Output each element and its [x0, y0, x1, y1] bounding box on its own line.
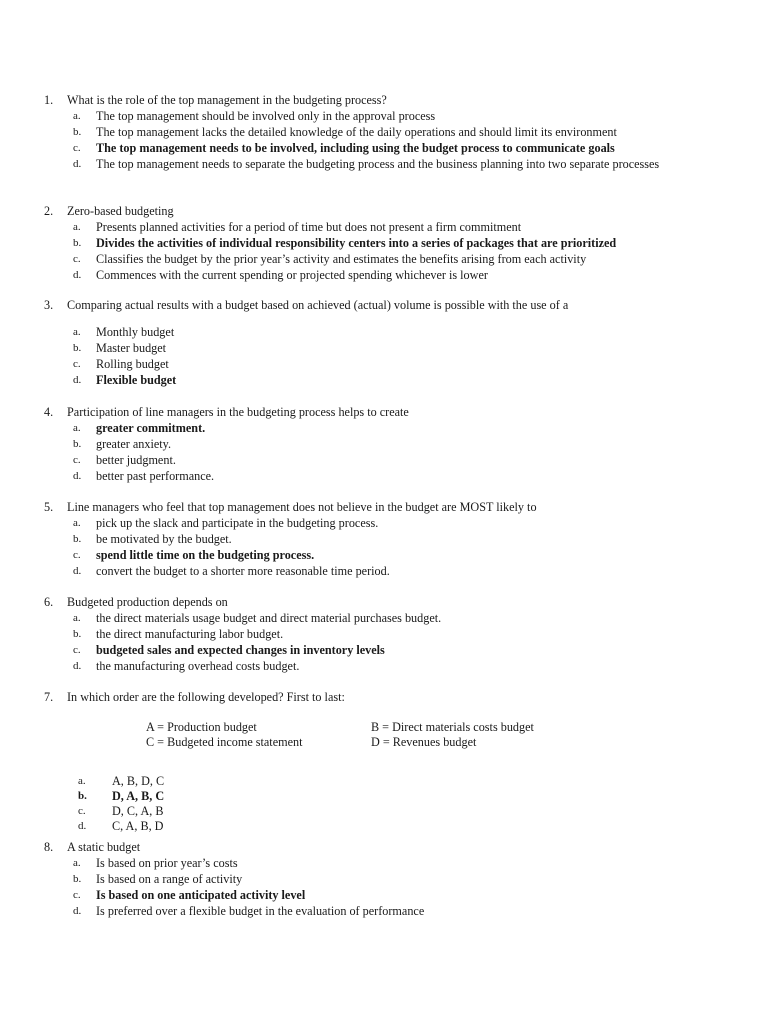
option-d: d. Is preferred over a flexible budget in the evaluation of performance [73, 904, 425, 918]
option-text: Commences with the current spending or projected spending whichever is lower [96, 268, 488, 282]
option-b: b. greater anxiety. [73, 437, 171, 451]
question-6 [44, 594, 724, 674]
option-a: a. pick up the slack and participate in the budgeting process. [73, 516, 379, 530]
option-text: greater anxiety. [96, 437, 171, 451]
question-stem [44, 499, 724, 515]
option-d: d. the manufacturing overhead costs budget. [73, 659, 300, 673]
option-c-correct: c. The top management needs to be involved, including using the budget process to communicate goals [73, 141, 615, 155]
option-text: The top management needs to be involved, including using the budget process to communicate goals [96, 141, 615, 155]
option-text: Classifies the budget by the prior year’s activity and estimates the benefits arising from each activity [96, 252, 587, 266]
option-a: a. the direct materials usage budget and direct material purchases budget. [73, 611, 442, 625]
option-d: d. better past performance. [73, 469, 215, 483]
question-stem [44, 594, 724, 610]
question-number: 4. [44, 405, 54, 419]
option-a: a. The top management should be involved only in the approval process [73, 109, 436, 123]
option-b: b. Master budget [73, 341, 167, 355]
option-d: d. The top management needs to separate the budgeting process and the business planning into two separate processes [73, 157, 660, 171]
option-text: better judgment. [96, 453, 176, 467]
option-text: budgeted sales and expected changes in inventory levels [96, 643, 385, 657]
question-4 [44, 404, 724, 484]
question-text: Line managers who feel that top management does not believe in the budget are MOST likely to [67, 500, 537, 514]
option-text: Is preferred over a flexible budget in the evaluation of performance [96, 904, 425, 918]
question-text: Zero-based budgeting [67, 204, 174, 218]
option-text: be motivated by the budget. [96, 532, 232, 546]
option-c: c. D, C, A, B [78, 804, 164, 818]
option-text: convert the budget to a shorter more reasonable time period. [96, 564, 390, 578]
option-text: The top management should be involved only in the approval process [96, 109, 436, 123]
option-c-correct: c. Is based on one anticipated activity level [73, 888, 306, 902]
question-5 [44, 499, 724, 579]
question-1 [44, 92, 724, 172]
question-number: 1. [44, 93, 54, 107]
option-a: a. Is based on prior year’s costs [73, 856, 238, 870]
legend-d: D = Revenues budget [371, 735, 477, 749]
option-b-correct: b. D, A, B, C [78, 789, 165, 803]
answer-options [44, 610, 724, 674]
legend-a: A = Production budget [146, 720, 257, 734]
option-text: the direct materials usage budget and direct material purchases budget. [96, 611, 442, 625]
question-text: A static budget [67, 840, 141, 854]
option-b: b. Is based on a range of activity [73, 872, 243, 886]
option-text: C, A, B, D [112, 819, 164, 833]
option-d-correct: d. Flexible budget [73, 373, 177, 387]
question-stem [44, 404, 724, 420]
option-text: pick up the slack and participate in the budgeting process. [96, 516, 379, 530]
question-stem [44, 203, 724, 219]
question-8 [44, 839, 724, 919]
option-text: Is based on one anticipated activity level [96, 888, 306, 902]
answer-options [44, 219, 724, 283]
budget-legend [44, 719, 724, 751]
option-a: a. Presents planned activities for a period of time but does not present a firm commitment [73, 220, 522, 234]
question-7 [44, 689, 724, 833]
option-text: spend little time on the budgeting process. [96, 548, 315, 562]
question-stem [44, 689, 724, 705]
option-c-correct: c. budgeted sales and expected changes in inventory levels [73, 643, 385, 657]
legend-c: C = Budgeted income statement [146, 735, 303, 749]
question-stem [44, 839, 724, 855]
option-text: greater commitment. [96, 421, 206, 435]
answer-options [44, 420, 724, 484]
question-text: What is the role of the top management in the budgeting process? [67, 93, 387, 107]
answer-options [44, 773, 724, 833]
option-text: Monthly budget [96, 325, 175, 339]
option-text: Flexible budget [96, 373, 177, 387]
option-text: Divides the activities of individual responsibility centers into a series of packages that are prioritized [96, 236, 617, 250]
option-a-correct: a. greater commitment. [73, 421, 206, 435]
answer-options [44, 855, 724, 919]
option-d: d. convert the budget to a shorter more reasonable time period. [73, 564, 390, 578]
option-b: b. the direct manufacturing labor budget. [73, 627, 284, 641]
question-2 [44, 203, 724, 283]
legend-b: B = Direct materials costs budget [371, 720, 534, 734]
question-3 [44, 297, 724, 388]
question-number: 3. [44, 298, 54, 312]
question-stem [44, 297, 724, 313]
question-text: Comparing actual results with a budget based on achieved (actual) volume is possible with the use of a [67, 298, 569, 312]
option-d: d. C, A, B, D [78, 819, 164, 833]
question-number: 8. [44, 840, 54, 854]
option-text: the direct manufacturing labor budget. [96, 627, 284, 641]
option-text: Is based on prior year’s costs [96, 856, 238, 870]
option-text: the manufacturing overhead costs budget. [96, 659, 300, 673]
option-text: D, C, A, B [112, 804, 164, 818]
question-number: 7. [44, 690, 54, 704]
option-c: c. Classifies the budget by the prior year’s activity and estimates the benefits arising from each activity [73, 252, 587, 266]
option-d: d. Commences with the current spending or projected spending whichever is lower [73, 268, 488, 282]
question-number: 2. [44, 204, 54, 218]
option-c-correct: c. spend little time on the budgeting process. [73, 548, 315, 562]
question-stem [44, 92, 724, 108]
question-number: 6. [44, 595, 54, 609]
option-text: better past performance. [96, 469, 215, 483]
answer-options [44, 324, 724, 388]
option-text: Rolling budget [96, 357, 169, 371]
option-text: Master budget [96, 341, 167, 355]
option-a: a. Monthly budget [73, 325, 175, 339]
option-text: D, A, B, C [112, 789, 165, 803]
answer-options [44, 515, 724, 579]
question-text: Participation of line managers in the budgeting process helps to create [67, 405, 409, 419]
question-text: Budgeted production depends on [67, 595, 228, 609]
question-number: 5. [44, 500, 54, 514]
question-text: In which order are the following developed? First to last: [67, 690, 345, 704]
option-c: c. better judgment. [73, 453, 176, 467]
option-text: Presents planned activities for a period of time but does not present a firm commitment [96, 220, 522, 234]
option-text: The top management needs to separate the budgeting process and the business planning into two separate processes [96, 157, 660, 171]
option-text: Is based on a range of activity [96, 872, 243, 886]
option-text: The top management lacks the detailed knowledge of the daily operations and should limit its environment [96, 125, 617, 139]
option-text: A, B, D, C [112, 774, 165, 788]
option-b-correct: b. Divides the activities of individual responsibility centers into a series of packages that are prioritized [73, 236, 617, 250]
option-c: c. Rolling budget [73, 357, 169, 371]
answer-options [44, 108, 724, 172]
option-b: b. be motivated by the budget. [73, 532, 232, 546]
option-a: a. A, B, D, C [78, 774, 165, 788]
option-b: b. The top management lacks the detailed knowledge of the daily operations and should limit its environment [73, 125, 617, 139]
